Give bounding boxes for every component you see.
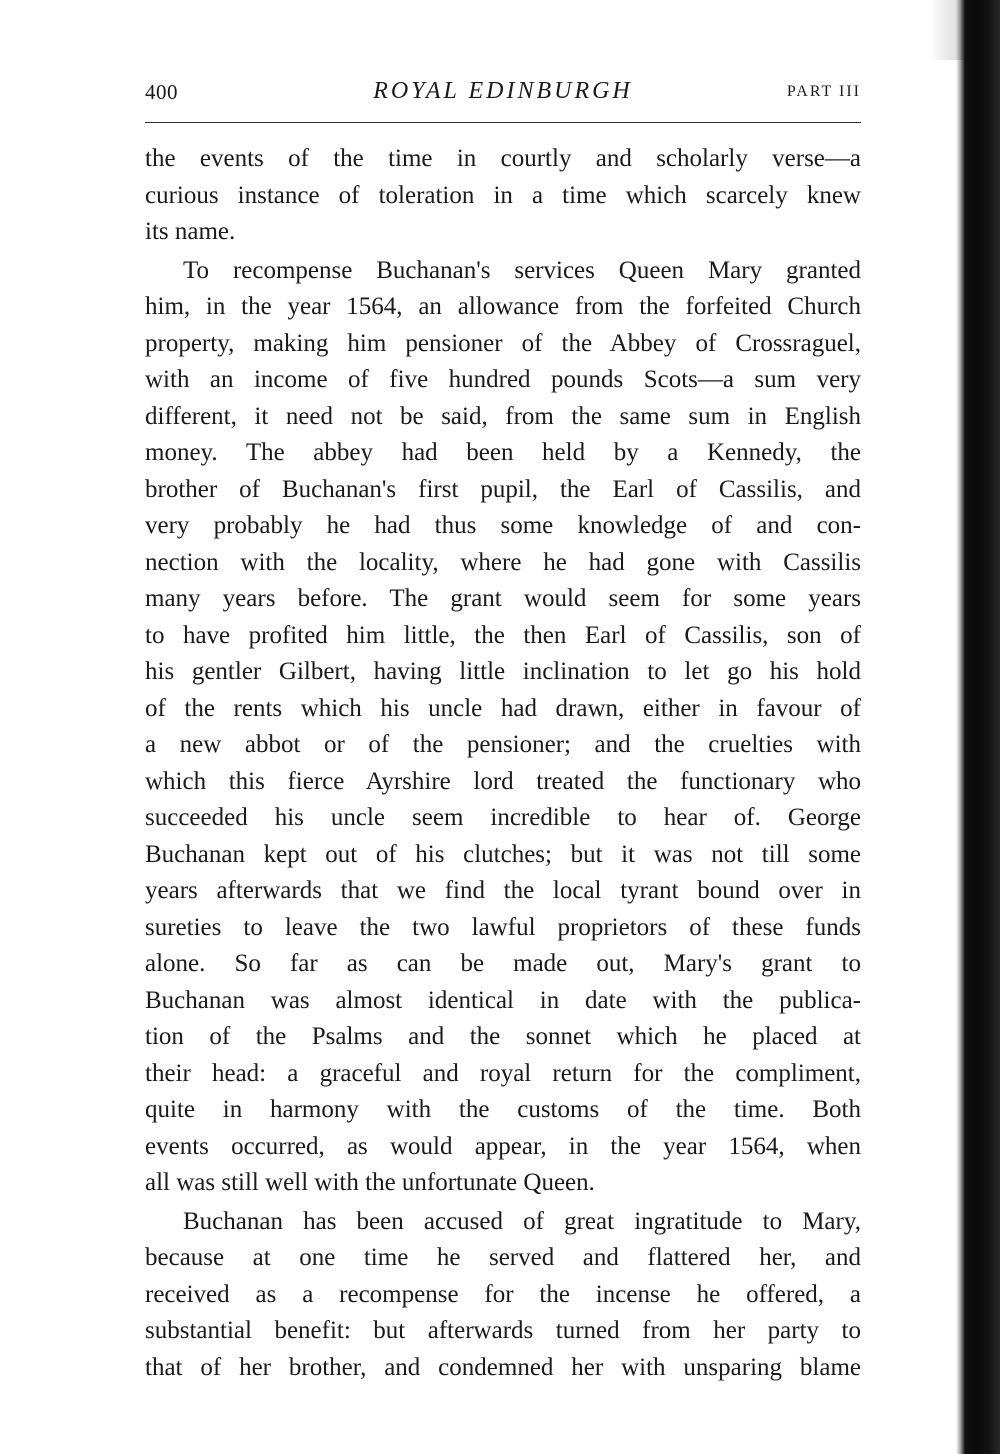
text-line: nection with the locality, where he had gone with Cassilis xyxy=(145,548,861,576)
text-line: tion of the Psalms and the sonnet which he placed at xyxy=(145,1023,861,1050)
page-number: 400 xyxy=(145,80,178,104)
paragraph xyxy=(145,1204,861,1387)
page-edge-shadow xyxy=(956,0,1000,1454)
text-line: his gentler Gilbert, having little inclination to let go his hold xyxy=(145,658,861,685)
text-line: because at one time he served and flattered her, and xyxy=(145,1244,861,1271)
running-title: ROYAL EDINBURGH xyxy=(373,78,633,104)
text-line: received as a recompense for the incense he offered, a xyxy=(145,1280,861,1308)
paragraph xyxy=(145,141,861,251)
text-line: alone. So far as can be made out, Mary's grant to xyxy=(145,950,861,977)
text-line: its name. xyxy=(145,218,236,245)
text-line: a new abbot or of the pensioner; and the cruelties with xyxy=(145,731,861,758)
text-line: the events of the time in courtly and scholarly verse—a xyxy=(145,145,861,172)
text-line: different, it need not be said, from the same sum in English xyxy=(145,402,861,430)
body-text xyxy=(145,141,861,1386)
running-head xyxy=(145,78,861,112)
text-line: of the rents which his uncle had drawn, either in favour of xyxy=(145,694,861,722)
text-line: to have profited him little, the then Earl of Cassilis, son of xyxy=(145,621,861,649)
text-line: sureties to leave the two lawful proprietors of these funds xyxy=(145,913,861,941)
text-line: all was still well with the unfortunate Queen. xyxy=(145,1169,595,1196)
text-line: money. The abbey had been held by a Kennedy, the xyxy=(145,439,861,466)
text-line: Buchanan has been accused of great ingratitude to Mary, xyxy=(183,1207,861,1235)
paragraph xyxy=(145,253,861,1202)
text-line: events occurred, as would appear, in the year 1564, when xyxy=(145,1132,861,1160)
text-line: with an income of five hundred pounds Scots—a sum very xyxy=(145,366,861,393)
text-line: very probably he had thus some knowledge of and con- xyxy=(145,512,861,539)
text-line: succeeded his uncle seem incredible to hear of. George xyxy=(145,804,861,831)
text-line: Buchanan was almost identical in date with the publica- xyxy=(145,986,861,1014)
text-line: him, in the year 1564, an allowance from the forfeited Church xyxy=(145,293,861,320)
text-line: many years before. The grant would seem for some years xyxy=(145,585,861,612)
text-line: To recompense Buchanan's services Queen Mary granted xyxy=(183,256,861,284)
text-line: which this fierce Ayrshire lord treated the functionary who xyxy=(145,767,861,795)
text-line: substantial benefit: but afterwards turned from her party to xyxy=(145,1317,861,1344)
header-rule xyxy=(145,122,861,123)
text-line: Buchanan kept out of his clutches; but it was not till some xyxy=(145,840,861,868)
text-line: that of her brother, and condemned her with unsparing blame xyxy=(145,1353,861,1381)
text-line: brother of Buchanan's first pupil, the Earl of Cassilis, and xyxy=(145,475,861,503)
text-line: property, making him pensioner of the Abbey of Crossraguel, xyxy=(145,329,861,357)
text-line: quite in harmony with the customs of the time. Both xyxy=(145,1096,861,1123)
text-line: their head: a graceful and royal return for the compliment, xyxy=(145,1059,861,1087)
part-label: PART III xyxy=(786,83,861,100)
text-line: years afterwards that we find the local tyrant bound over in xyxy=(145,877,861,904)
text-line: curious instance of toleration in a time which scarcely knew xyxy=(145,181,861,209)
